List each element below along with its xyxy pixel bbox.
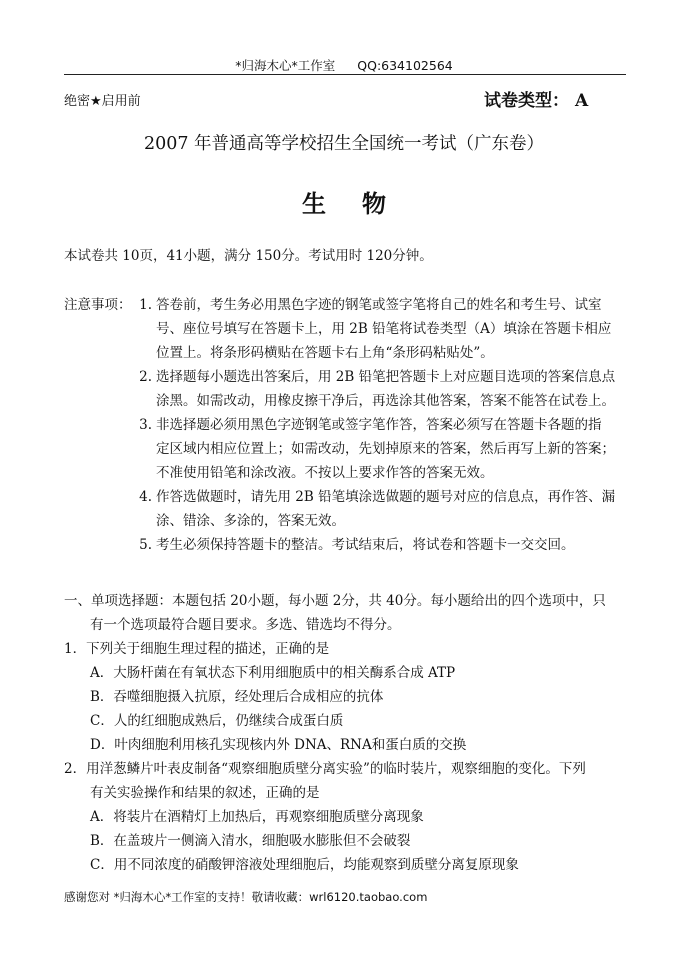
question-stem: 1．下列关于细胞生理过程的描述，正确的是 bbox=[64, 641, 330, 657]
note-line bbox=[64, 317, 628, 341]
note-text: 位置上。将条形码横贴在答题卡右上角“条形码粘贴处”。 bbox=[156, 345, 494, 361]
question-option: D．叶肉细胞利用核孔实现核内外 DNA、RNA和蛋白质的交换 bbox=[90, 737, 467, 753]
exam-title: 2007 年普通高等学校招生全国统一考试（广东卷） bbox=[143, 134, 545, 154]
note-text: 涂、错涂、多涂的，答案无效。 bbox=[156, 513, 345, 529]
note-line bbox=[64, 533, 628, 557]
note-line bbox=[64, 389, 628, 413]
note-line bbox=[64, 485, 628, 509]
header-divider bbox=[64, 74, 626, 75]
note-line bbox=[64, 509, 628, 533]
paper-type bbox=[484, 86, 588, 111]
note-line bbox=[64, 437, 628, 461]
header-qq: QQ:634102564 bbox=[357, 58, 453, 73]
question-option: B．在盖玻片一侧滴入清水，细胞吸水膨胀但不会破裂 bbox=[90, 833, 411, 849]
note-number: 3. bbox=[139, 417, 152, 433]
note-line bbox=[64, 365, 628, 389]
notes-lead: 注意事项： bbox=[64, 297, 132, 313]
note-text: 涂黑。如需改动，用橡皮擦干净后，再选涂其他答案，答案不能答在试卷上。 bbox=[156, 393, 615, 409]
section-heading bbox=[64, 589, 628, 637]
paper-type-value: A bbox=[575, 91, 589, 111]
note-text: 考生必须保持答题卡的整洁。考试结束后，将试卷和答题卡一交交回。 bbox=[156, 537, 575, 553]
note-number: 1. bbox=[139, 297, 152, 313]
note-text: 作答选做题时，请先用 2B 铅笔填涂选做题的题号对应的信息点，再作答、漏 bbox=[156, 489, 616, 505]
note-line bbox=[64, 413, 628, 437]
question-option: B．吞噬细胞摄入抗原，经处理后合成相应的抗体 bbox=[90, 689, 384, 705]
note-line bbox=[64, 293, 628, 317]
page-footer: 感谢您对 *归海木心*工作室的支持！敬请收藏：wrl6120.taobao.com bbox=[64, 890, 428, 904]
question-stem: 有关实验操作和结果的叙述，正确的是 bbox=[90, 785, 320, 801]
note-text: 非选择题必须用黑色字迹钢笔或签字笔作答，答案必须写在答题卡各题的指 bbox=[156, 417, 602, 433]
paper-type-label: 试卷类型： bbox=[484, 91, 569, 111]
question-stem: 2．用洋葱鳞片叶表皮制备“观察细胞质壁分离实验”的临时装片，观察细胞的变化。下列 bbox=[64, 761, 586, 777]
question-list bbox=[64, 637, 628, 877]
note-text: 号、座位号填写在答题卡上，用 2B 铅笔将试卷类型（A）填涂在答题卡相应 bbox=[156, 321, 612, 337]
notes-section bbox=[64, 293, 628, 557]
note-text: 选择题每小题选出答案后，用 2B 铅笔把答题卡上对应题目选项的答案信息点 bbox=[156, 369, 616, 385]
note-text: 不准使用铅笔和涂改液。不按以上要求作答的答案无效。 bbox=[156, 465, 494, 481]
note-number: 5. bbox=[139, 537, 152, 553]
subject-title: 生物 bbox=[302, 190, 422, 218]
question-option: C．用不同浓度的硝酸钾溶液处理细胞后，均能观察到质壁分离复原现象 bbox=[90, 857, 519, 873]
note-number: 4. bbox=[139, 489, 152, 505]
note-line bbox=[64, 461, 628, 485]
question-option: A．大肠杆菌在有氧状态下利用细胞质中的相关酶系合成 ATP bbox=[90, 665, 456, 681]
section-line: 有一个选项最符合题目要求。多选、错选均不得分。 bbox=[90, 617, 401, 633]
page-header bbox=[0, 56, 688, 74]
header-studio: *归海木心*工作室 bbox=[235, 58, 336, 73]
secrecy-label: 绝密★启用前 bbox=[64, 94, 141, 109]
note-text: 答卷前，考生务必用黑色字迹的钢笔或签字笔将自己的姓名和考生号、试室 bbox=[156, 297, 602, 313]
question-option: C．人的红细胞成熟后，仍继续合成蛋白质 bbox=[90, 713, 344, 729]
section-line: 一、单项选择题：本题包括 20小题，每小题 2分，共 40分。每小题给出的四个选项中，只 bbox=[64, 593, 606, 609]
note-line bbox=[64, 341, 628, 365]
note-number: 2. bbox=[139, 369, 152, 385]
note-text: 定区域内相应位置上；如需改动，先划掉原来的答案，然后再写上新的答案； bbox=[156, 441, 615, 457]
question-option: A．将装片在酒精灯上加热后，再观察细胞质壁分离现象 bbox=[90, 809, 424, 825]
exam-intro: 本试卷共 10页，41小题，满分 150分。考试用时 120分钟。 bbox=[64, 248, 433, 264]
